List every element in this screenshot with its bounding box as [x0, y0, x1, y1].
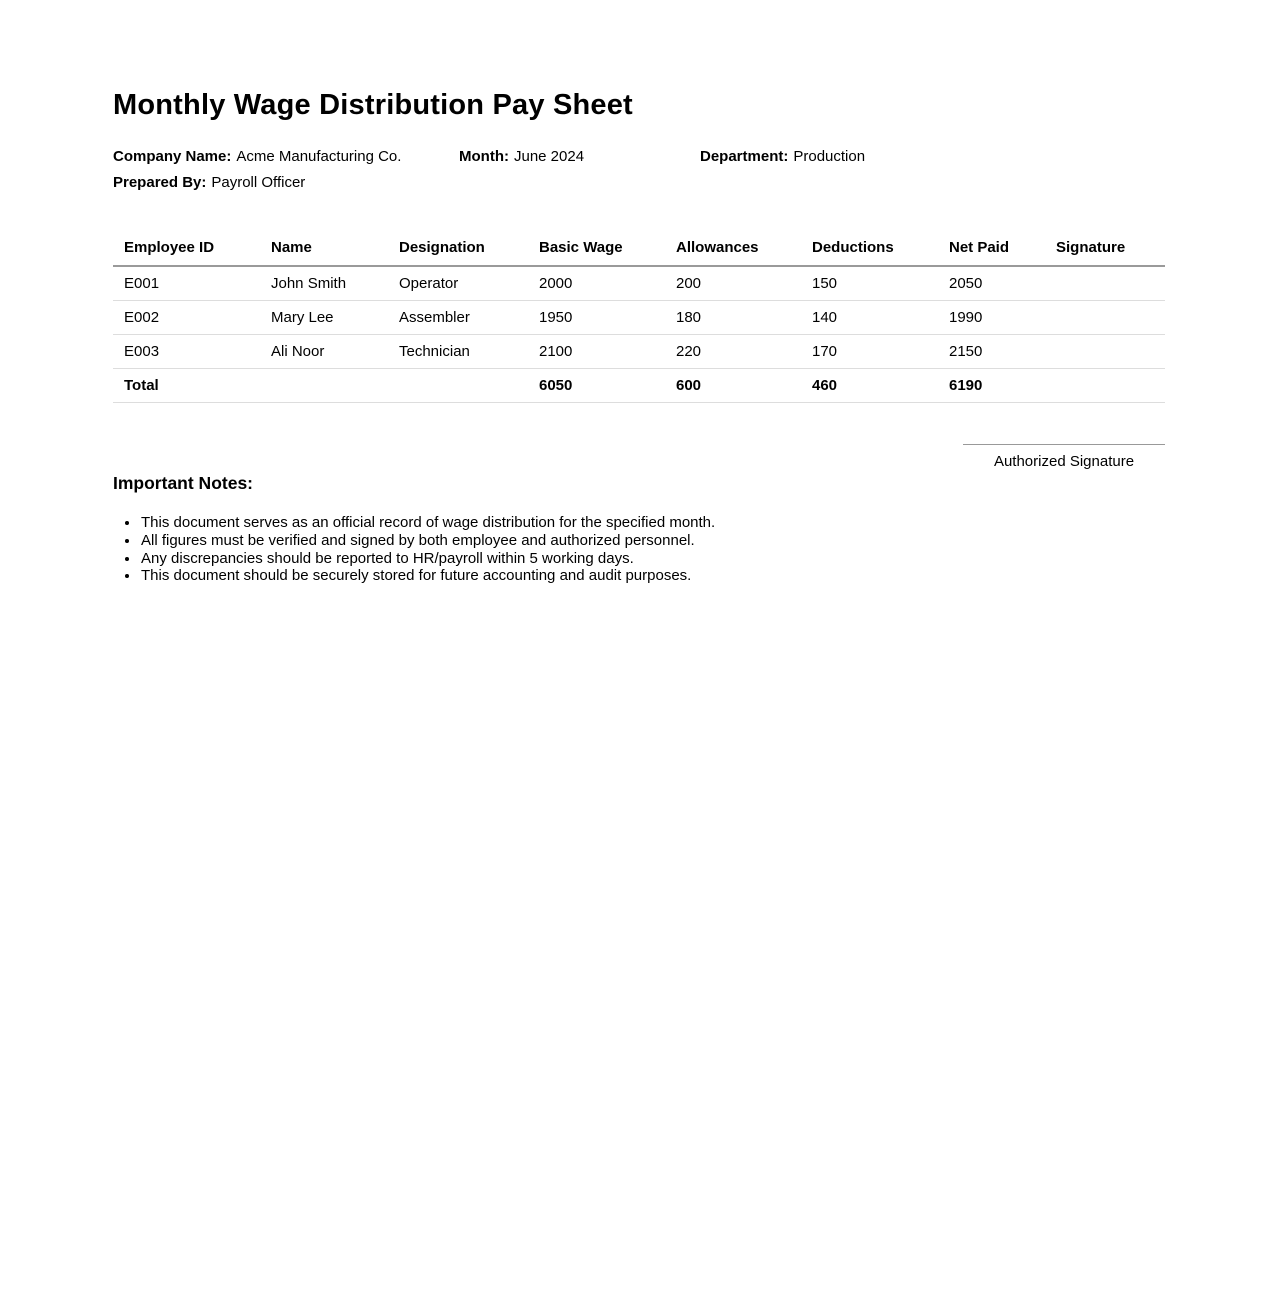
meta-row-1 — [113, 144, 1165, 170]
cell-deductions: 170 — [801, 335, 938, 369]
cell-name: Mary Lee — [260, 301, 388, 335]
total-label: Total — [113, 369, 260, 403]
department-field — [700, 144, 1165, 170]
notes-heading: Important Notes: — [113, 473, 253, 493]
department-value: Production — [793, 148, 866, 165]
cell-employee-id: E002 — [113, 301, 260, 335]
col-header-allowances: Allowances — [665, 233, 801, 266]
table-row — [113, 335, 1165, 369]
prepared-by-label: Prepared By: — [113, 174, 207, 191]
cell-net-paid: 2050 — [938, 266, 1045, 301]
col-header-signature: Signature — [1045, 233, 1165, 266]
prepared-by-value: Payroll Officer — [211, 174, 306, 191]
cell-net-paid: 1990 — [938, 301, 1045, 335]
cell-employee-id: E001 — [113, 266, 260, 301]
col-header-deductions: Deductions — [801, 233, 938, 266]
cell-employee-id: E003 — [113, 335, 260, 369]
wage-table — [113, 233, 1165, 403]
cell-name: John Smith — [260, 266, 388, 301]
cell-designation: Operator — [388, 266, 528, 301]
company-value: Acme Manufacturing Co. — [236, 148, 402, 165]
meta-row-2 — [113, 170, 1165, 196]
pay-sheet-page — [113, 0, 1165, 585]
note-item: • This document serves as an official record of wage distribution for the specified month. — [140, 514, 1165, 532]
cell-basic-wage: 2000 — [528, 266, 665, 301]
cell-allowances: 220 — [665, 335, 801, 369]
notes-list — [113, 514, 1165, 585]
col-header-designation: Designation — [388, 233, 528, 266]
note-item: • Any discrepancies should be reported to HR/payroll within 5 working days. — [140, 550, 1165, 568]
total-designation — [388, 369, 528, 403]
cell-deductions: 140 — [801, 301, 938, 335]
total-deductions: 460 — [801, 369, 938, 403]
col-header-employee-id: Employee ID — [113, 233, 260, 266]
total-allowances: 600 — [665, 369, 801, 403]
col-header-basic-wage: Basic Wage — [528, 233, 665, 266]
col-header-name: Name — [260, 233, 388, 266]
note-item: • This document should be securely stored for future accounting and audit purposes. — [140, 567, 1165, 585]
table-header-row — [113, 233, 1165, 266]
total-name — [260, 369, 388, 403]
cell-allowances: 200 — [665, 266, 801, 301]
company-field — [113, 144, 459, 170]
company-label: Company Name: — [113, 148, 232, 165]
note-item: • All figures must be verified and signed by both employee and authorized personnel. — [140, 532, 1165, 550]
cell-signature — [1045, 301, 1165, 335]
table-total-row — [113, 369, 1165, 403]
document-meta — [113, 144, 1165, 196]
total-signature — [1045, 369, 1165, 403]
col-header-net-paid: Net Paid — [938, 233, 1045, 266]
total-basic-wage: 6050 — [528, 369, 665, 403]
cell-net-paid: 2150 — [938, 335, 1045, 369]
cell-name: Ali Noor — [260, 335, 388, 369]
month-field — [459, 144, 700, 170]
cell-basic-wage: 2100 — [528, 335, 665, 369]
cell-basic-wage: 1950 — [528, 301, 665, 335]
table-row — [113, 301, 1165, 335]
prepared-by-field — [113, 170, 305, 196]
cell-signature — [1045, 266, 1165, 301]
cell-deductions: 150 — [801, 266, 938, 301]
month-label: Month: — [459, 148, 509, 165]
cell-allowances: 180 — [665, 301, 801, 335]
month-value: June 2024 — [513, 148, 585, 165]
page-title: Monthly Wage Distribution Pay Sheet — [113, 89, 633, 121]
authorized-signature-block — [963, 444, 1165, 471]
cell-designation: Technician — [388, 335, 528, 369]
authorized-signature-label: Authorized Signature — [993, 453, 1135, 470]
table-row — [113, 266, 1165, 301]
total-net-paid: 6190 — [938, 369, 1045, 403]
department-label: Department: — [700, 148, 789, 165]
cell-designation: Assembler — [388, 301, 528, 335]
cell-signature — [1045, 335, 1165, 369]
